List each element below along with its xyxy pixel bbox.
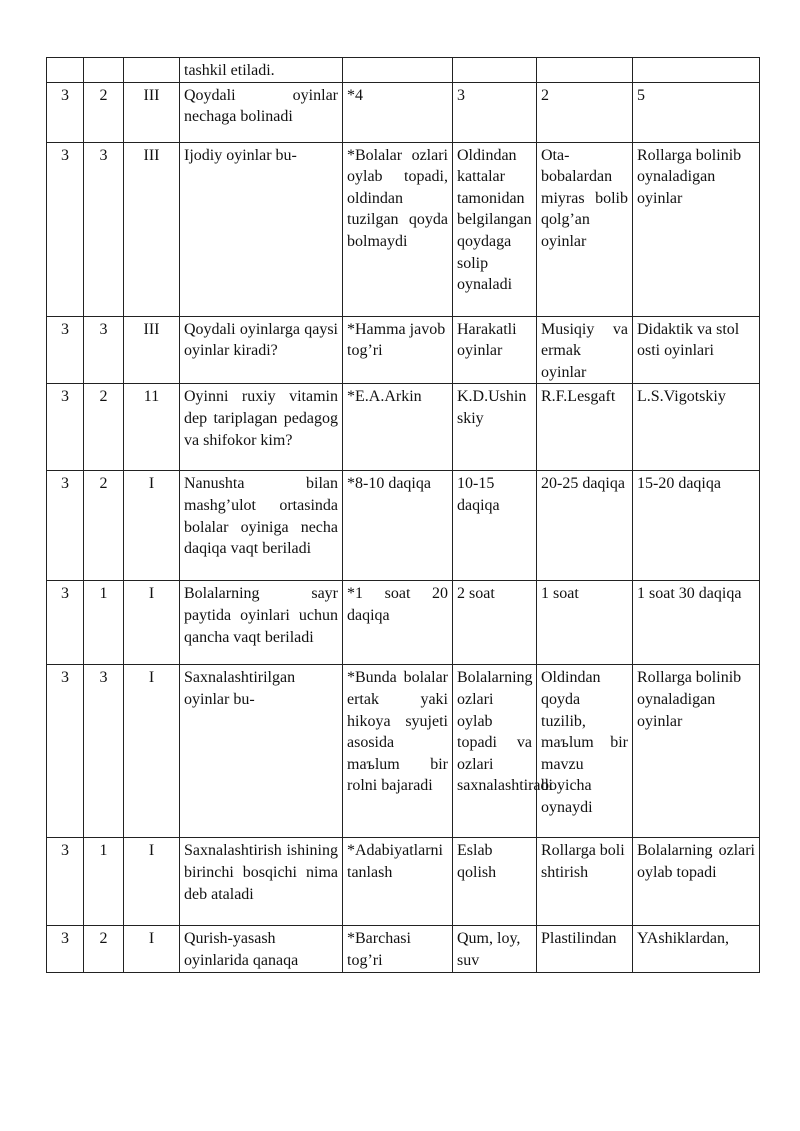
table-row — [47, 581, 760, 665]
table-row — [47, 58, 760, 83]
level-cell: 3 — [84, 316, 124, 384]
score-cell: 3 — [47, 665, 84, 838]
table-row — [47, 926, 760, 972]
option-d-cell: 5 — [633, 82, 760, 142]
option-d-cell: Bolalarning ozlari oylab topadi — [633, 838, 760, 926]
difficulty-cell: III — [124, 82, 180, 142]
score-cell: 3 — [47, 142, 84, 316]
option-d-cell: L.S.Vigotskiy — [633, 384, 760, 471]
level-cell: 1 — [84, 838, 124, 926]
option-b-cell — [453, 58, 537, 83]
level-cell: 2 — [84, 82, 124, 142]
correct-answer-cell — [343, 58, 453, 83]
table-row — [47, 82, 760, 142]
question-cell: Qoydali oyinlarga qaysi oyinlar kiradi? — [180, 316, 343, 384]
option-c-cell: Plastilindan — [537, 926, 633, 972]
question-cell: Bolalarning sayr paytida oyinlari uchun qancha vaqt beriladi — [180, 581, 343, 665]
option-c-cell: 2 — [537, 82, 633, 142]
option-d-cell — [633, 58, 760, 83]
level-cell: 2 — [84, 926, 124, 972]
difficulty-cell: III — [124, 142, 180, 316]
score-cell: 3 — [47, 384, 84, 471]
question-table — [46, 57, 760, 973]
option-c-cell: 1 soat — [537, 581, 633, 665]
question-cell: Saxnalashtirilgan oyinlar bu- — [180, 665, 343, 838]
level-cell: 3 — [84, 142, 124, 316]
option-d-cell: YAshiklardan, — [633, 926, 760, 972]
difficulty-cell: I — [124, 838, 180, 926]
score-cell: 3 — [47, 581, 84, 665]
table-row — [47, 471, 760, 581]
correct-answer-cell: *Adabiyatlarni tanlash — [343, 838, 453, 926]
question-cell: Oyinni ruxiy vitamin dep tariplagan pedagog va shifokor kim? — [180, 384, 343, 471]
correct-answer-cell: *1 soat 20 daqiqa — [343, 581, 453, 665]
option-b-cell: Qum, loy, suv — [453, 926, 537, 972]
question-cell: Saxnalashtirish ishining birinchi bosqichi nima deb ataladi — [180, 838, 343, 926]
score-cell — [47, 58, 84, 83]
score-cell: 3 — [47, 82, 84, 142]
option-b-cell: 3 — [453, 82, 537, 142]
table-row — [47, 838, 760, 926]
correct-answer-cell: *4 — [343, 82, 453, 142]
score-cell: 3 — [47, 316, 84, 384]
question-cell: Ijodiy oyinlar bu- — [180, 142, 343, 316]
difficulty-cell: I — [124, 471, 180, 581]
difficulty-cell — [124, 58, 180, 83]
score-cell: 3 — [47, 926, 84, 972]
level-cell: 1 — [84, 581, 124, 665]
difficulty-cell: I — [124, 926, 180, 972]
option-c-cell: Rollarga bolishtirish — [537, 838, 633, 926]
table-row — [47, 665, 760, 838]
question-cell: Nanushta bilan mashg’ulot ortasinda bolalar oyiniga necha daqiqa vaqt beriladi — [180, 471, 343, 581]
option-c-cell: Ota-bobalardan miyras bolib qolg’an oyinlar — [537, 142, 633, 316]
correct-answer-cell: *Bunda bolalar ertak yaki hikoya syujeti asosida maъlum bir rolni bajaradi — [343, 665, 453, 838]
correct-answer-cell: *E.A.Arkin — [343, 384, 453, 471]
level-cell: 2 — [84, 471, 124, 581]
level-cell — [84, 58, 124, 83]
option-b-cell: K.D.Ushinskiy — [453, 384, 537, 471]
level-cell: 2 — [84, 384, 124, 471]
question-cell: Qoydali oyinlar nechaga bolinadi — [180, 82, 343, 142]
correct-answer-cell: *8-10 daqiqa — [343, 471, 453, 581]
correct-answer-cell: *Barchasi tog’ri — [343, 926, 453, 972]
option-c-cell — [537, 58, 633, 83]
option-d-cell: Rollarga bolinib oynaladigan oyinlar — [633, 665, 760, 838]
difficulty-cell: I — [124, 581, 180, 665]
option-c-cell: R.F.Lesgaft — [537, 384, 633, 471]
option-d-cell: 1 soat 30 daqiqa — [633, 581, 760, 665]
difficulty-cell: III — [124, 316, 180, 384]
option-b-cell: Bolalarning ozlari oylab topadi va ozlari saxnalashtiradi — [453, 665, 537, 838]
option-d-cell: Rollarga bolinib oynaladigan oyinlar — [633, 142, 760, 316]
option-b-cell: Harakatli oyinlar — [453, 316, 537, 384]
option-b-cell: Oldindan kattalar tamonidan belgilangan qoydaga solip oynaladi — [453, 142, 537, 316]
difficulty-cell: 11 — [124, 384, 180, 471]
option-b-cell: 10-15 daqiqa — [453, 471, 537, 581]
correct-answer-cell: *Hamma javob tog’ri — [343, 316, 453, 384]
option-d-cell: 15-20 daqiqa — [633, 471, 760, 581]
question-cell: Qurish-yasash oyinlarida qanaqa — [180, 926, 343, 972]
option-c-cell: Oldindan qoyda tuzilib, maъlum bir mavzu boyicha oynaydi — [537, 665, 633, 838]
option-b-cell: Eslab qolish — [453, 838, 537, 926]
table-row — [47, 142, 760, 316]
question-cell: tashkil etiladi. — [180, 58, 343, 83]
score-cell: 3 — [47, 838, 84, 926]
score-cell: 3 — [47, 471, 84, 581]
option-c-cell: Musiqiy va ermak oyinlar — [537, 316, 633, 384]
option-d-cell: Didaktik va stol osti oyinlari — [633, 316, 760, 384]
table-row — [47, 384, 760, 471]
level-cell: 3 — [84, 665, 124, 838]
option-c-cell: 20-25 daqiqa — [537, 471, 633, 581]
option-b-cell: 2 soat — [453, 581, 537, 665]
table-row — [47, 316, 760, 384]
difficulty-cell: I — [124, 665, 180, 838]
correct-answer-cell: *Bolalar ozlari oylab topadi, oldindan tuzilgan qoyda bolmaydi — [343, 142, 453, 316]
